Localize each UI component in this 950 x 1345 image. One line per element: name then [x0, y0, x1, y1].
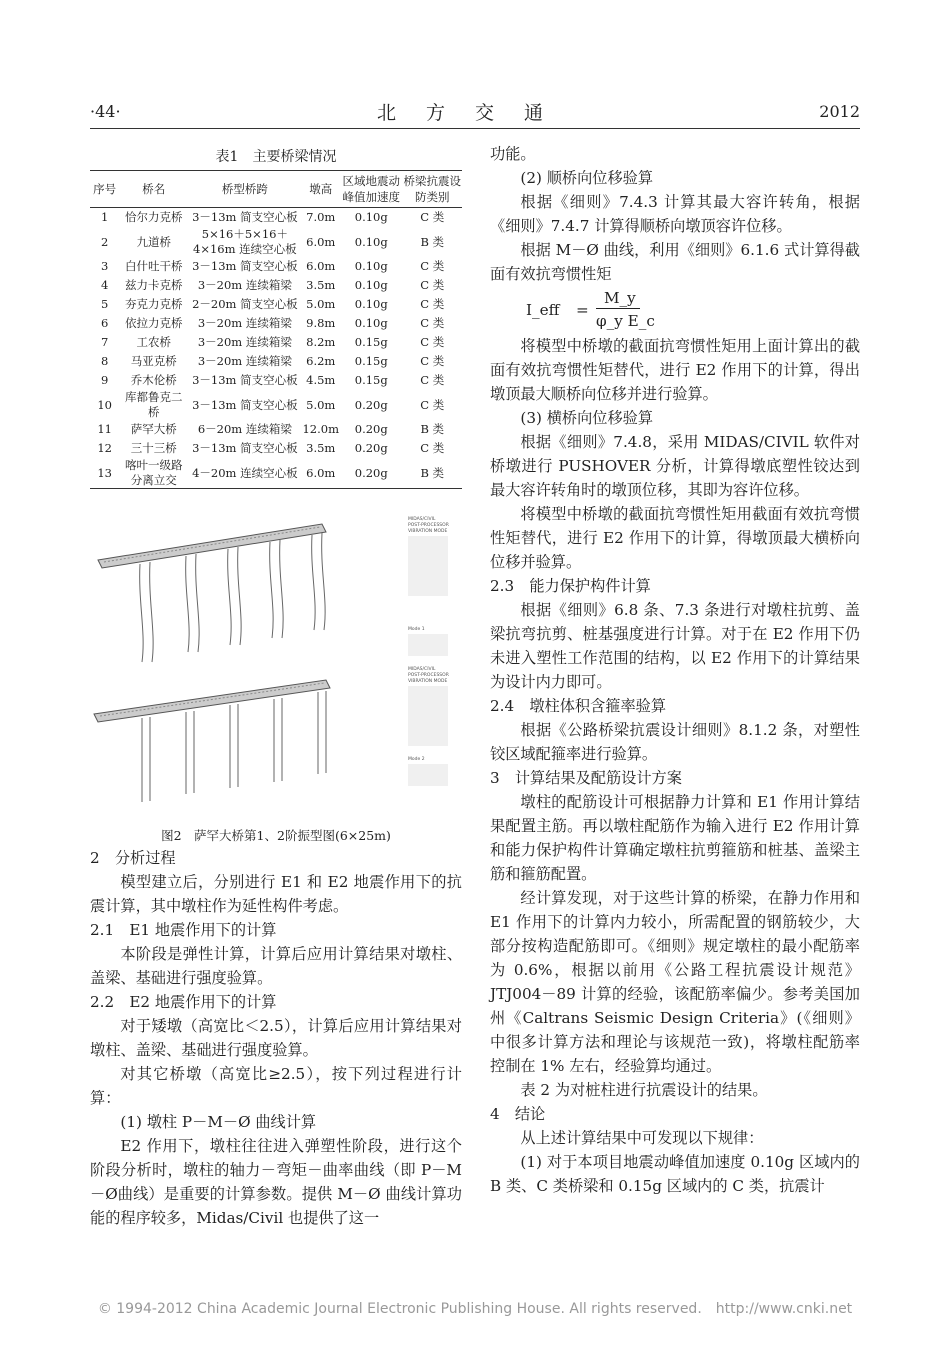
table-row — [90, 390, 462, 420]
col-header: 序号 — [90, 171, 119, 208]
table-cell: 4－20m 连续空心板 — [188, 458, 301, 489]
subsection-heading: 2.4 墩柱体积含箍率验算 — [490, 697, 667, 715]
table-cell: 0.10g — [354, 210, 388, 224]
table-row — [90, 227, 462, 257]
table-cell: 11 — [97, 422, 112, 436]
table-cell: 依拉力克桥 — [125, 316, 183, 330]
table-row — [90, 439, 462, 458]
equation-ieff — [526, 286, 860, 334]
table-cell: C 类 — [420, 316, 445, 330]
table-cell: 8 — [100, 354, 109, 368]
paragraph: 根据《细则》6.8 条、7.3 条进行对墩柱抗剪、盖梁抗弯抗剪、桩基强度进行计算。对于在 E2 作用下仍未进入塑性工作范围的结构，以 E2 作用下的计算结果为设计内力即可。 — [490, 601, 860, 691]
paragraph: 根据 M－Ø 曲线，利用《细则》6.1.6 式计算得截面有效抗弯惯性矩 — [490, 241, 860, 283]
table-cell: 3－13m 简支空心板 — [192, 441, 298, 455]
copyright-footer: © 1994-2012 China Academic Journal Electronic Publishing House. All rights reserved. http://www.cnki.net — [97, 1301, 853, 1317]
paragraph: 根据《公路桥梁抗震设计细则》8.1.2 条，对塑性铰区域配箍率进行验算。 — [490, 721, 860, 763]
table-cell: C 类 — [420, 354, 445, 368]
year: 2012 — [819, 102, 860, 121]
equation-lhs: I_eff — [526, 301, 560, 319]
table-cell: 12 — [97, 441, 112, 455]
table-cell: 5.0m — [306, 397, 336, 412]
table-cell: 5.0m — [306, 297, 336, 311]
legend-mode: Mode 1 — [408, 627, 425, 632]
legend-title: MIDAS/CIVIL — [408, 667, 436, 672]
table-row — [90, 257, 462, 276]
table-cell: 3.5m — [306, 278, 336, 292]
equation-equals: = — [576, 301, 589, 319]
subsection-heading: 2.3 能力保护构件计算 — [490, 577, 651, 595]
table-cell: 7.0m — [306, 210, 336, 224]
table-cell: 0.20g — [354, 397, 388, 412]
section-heading: 3 计算结果及配筋设计方案 — [490, 769, 682, 787]
table-cell: C 类 — [420, 278, 445, 292]
table-cell: 12.0m — [302, 422, 339, 436]
table-cell: C 类 — [420, 373, 445, 387]
paragraph: (1) 墩柱 P－M－Ø 曲线计算 — [120, 1113, 317, 1131]
table-cell: 6.0m — [306, 234, 336, 249]
table-cell: 三十三桥 — [130, 441, 177, 455]
figure2-mode-shapes — [90, 512, 462, 817]
table-cell: 0.10g — [354, 234, 388, 249]
table1 — [90, 170, 462, 489]
legend-title: VIBRATION MODE — [408, 529, 448, 534]
table-cell: 3.5m — [306, 441, 336, 455]
running-header — [90, 98, 860, 128]
table-cell: 7 — [100, 335, 109, 349]
table-cell: 0.15g — [354, 354, 388, 368]
table-cell: 9 — [100, 373, 109, 387]
col-header: 区域地震动峰值加速度 — [340, 171, 402, 208]
item-heading: (3) 横桥向位移验算 — [520, 409, 654, 427]
table-cell: 库都鲁克二桥 — [125, 390, 183, 419]
table-row — [90, 333, 462, 352]
table-cell: 4 — [100, 278, 109, 292]
table-cell: 乔木伦桥 — [130, 373, 177, 387]
table-cell: 6 — [100, 316, 109, 330]
mode2-bridge — [94, 680, 330, 802]
paragraph: 从上述计算结果中可发现以下规律： — [520, 1129, 764, 1147]
paragraph: 模型建立后，分别进行 E1 和 E2 地震作用下的抗震计算，其中墩柱作为延性构件考虑。 — [90, 873, 462, 915]
table-cell: 0.15g — [354, 373, 388, 387]
table-row — [90, 295, 462, 314]
table-row — [90, 458, 462, 489]
table-cell: C 类 — [420, 297, 445, 311]
table-cell: C 类 — [420, 441, 445, 455]
table-cell: 5 — [100, 297, 109, 311]
table-cell: 1 — [100, 210, 109, 224]
paragraph: 根据《细则》7.4.3 计算其最大容许转角，根据《细则》7.4.7 计算得顺桥向墩顶容许位移。 — [490, 193, 860, 235]
table-cell: 九道桥 — [136, 234, 172, 249]
table-cell: B 类 — [420, 422, 445, 436]
col-header: 桥梁抗震设防类别 — [402, 171, 462, 208]
table-header-row — [90, 171, 462, 208]
legend-title: POST-PROCESSOR — [408, 523, 449, 528]
col-header: 桥型桥跨 — [188, 171, 301, 208]
table-cell: 2 — [100, 234, 109, 249]
equation-numerator: M_y — [604, 289, 636, 307]
table1-caption: 表1 主要桥梁情况 — [215, 149, 337, 165]
table-cell: 4.5m — [306, 373, 336, 387]
paragraph: (1) 对于本项目地震动峰值加速度 0.10g 区域内的 B 类、C 类桥梁和 0.15g 区域内的 C 类，抗震计 — [490, 1153, 860, 1195]
table-cell: 3－20m 连续箱梁 — [197, 335, 292, 349]
paragraph: 将模型中桥墩的截面抗弯惯性矩用上面计算出的截面有效抗弯惯性矩替代，进行 E2 作用下的计算，得出墩顶最大顺桥向位移并进行验算。 — [490, 337, 860, 403]
col-header: 墩高 — [301, 171, 340, 208]
paragraph: 墩柱的配筋设计可根据静力计算和 E1 作用计算结果配置主筋。再以墩柱配筋作为输入进行 E2 作用计算和能力保护构件计算确定墩柱抗剪箍筋和桩基、盖梁主筋和箍筋配置。 — [490, 793, 860, 883]
table-cell: C 类 — [420, 210, 445, 224]
table-cell: 萨罕大桥 — [130, 422, 177, 436]
table-cell: 0.10g — [354, 259, 388, 273]
paragraph: 根据《细则》7.4.8，采用 MIDAS/CIVIL 软件对桥墩进行 PUSHOVER 分析，计算得墩底塑性铰达到最大容许转角时的墩顶位移，其即为容许位移。 — [490, 433, 860, 499]
paragraph: 将模型中桥墩的截面抗弯惯性矩用截面有效抗弯惯性矩替代，进行 E2 作用下的计算，得墩顶最大横桥向位移并验算。 — [490, 505, 860, 571]
table-cell: 6.0m — [306, 259, 336, 273]
table-row — [90, 420, 462, 439]
table-cell: 0.20g — [354, 441, 388, 455]
table-cell: 3－13m 简支空心板 — [192, 259, 298, 273]
paragraph: 对其它桥墩（高宽比≥2.5），按下列过程进行计算： — [90, 1065, 462, 1107]
table-cell: 0.10g — [354, 278, 388, 292]
item-heading: (2) 顺桥向位移验算 — [520, 169, 654, 187]
table-cell: 3－20m 连续箱梁 — [197, 316, 292, 330]
table-cell: 0.10g — [354, 297, 388, 311]
mode2-legend — [408, 666, 449, 786]
paragraph: 表 2 为对桩柱进行抗震设计的结果。 — [520, 1081, 768, 1099]
table-cell: 2－20m 简支空心板 — [192, 297, 298, 311]
legend-mode: Mode 2 — [408, 757, 425, 762]
table-cell: 8.2m — [306, 335, 336, 349]
figure2-caption: 图2 萨罕大桥第1、2阶振型图(6×25m) — [161, 828, 391, 843]
paragraph: 功能。 — [490, 145, 536, 163]
table-cell: C 类 — [420, 335, 445, 349]
journal-title: 北方交通 — [376, 102, 573, 124]
table-cell: 3－13m 简支空心板 — [192, 397, 298, 412]
table-cell: 6－20m 连续箱梁 — [197, 422, 292, 436]
table-cell: 兹力卡克桥 — [125, 278, 183, 292]
section-heading: 4 结论 — [490, 1105, 546, 1123]
table-cell: 13 — [90, 458, 119, 489]
table-cell: 3 — [100, 259, 109, 273]
legend-title: VIBRATION MODE — [408, 679, 448, 684]
table-row — [90, 371, 462, 390]
left-column — [90, 846, 462, 1230]
table-cell: 马亚克桥 — [130, 354, 177, 368]
table-row — [90, 314, 462, 333]
right-column — [490, 142, 860, 1198]
table-cell: 10 — [97, 397, 112, 412]
mode1-legend — [408, 516, 449, 656]
table-row — [90, 352, 462, 371]
table-cell: B 类 — [420, 234, 445, 249]
table-cell: 恰尔力克桥 — [125, 210, 183, 224]
table-cell: 夯克力克桥 — [125, 297, 183, 311]
table-cell: 白什吐干桥 — [125, 259, 183, 273]
table-cell: 0.20g — [354, 422, 388, 436]
table-cell: C 类 — [420, 259, 445, 273]
table-cell: 6.0m — [301, 458, 340, 489]
col-header: 桥名 — [119, 171, 188, 208]
table-cell: 3－13m 简支空心板 — [192, 373, 298, 387]
paragraph: E2 作用下，墩柱往往进入弹塑性阶段，进行这个阶段分析时，墩柱的轴力－弯矩－曲率曲线（即 P－M－Ø曲线）是重要的计算参数。提供 M－Ø 曲线计算功能的程序较多，Midas/Civil 也提供了这一 — [90, 1137, 462, 1227]
legend-title: MIDAS/CIVIL — [408, 517, 436, 522]
header-rule — [90, 128, 860, 129]
table-cell: 3－20m 连续箱梁 — [197, 354, 292, 368]
table-cell: 5×16＋5×16＋4×16m 连续空心板 — [193, 227, 297, 256]
legend-title: POST-PROCESSOR — [408, 673, 449, 678]
mode1-bridge — [98, 524, 326, 662]
paragraph: 对于矮墩（高宽比＜2.5），计算后应用计算结果对墩柱、盖梁、基础进行强度验算。 — [90, 1017, 462, 1059]
table-cell: C 类 — [420, 397, 445, 412]
table-cell: 0.10g — [354, 316, 388, 330]
table-row — [90, 208, 462, 228]
table-cell: B 类 — [402, 458, 462, 489]
table-cell: 0.15g — [354, 335, 388, 349]
table-cell: 喀叶一级路分离立交 — [119, 458, 188, 489]
page-number: ·44· — [90, 102, 121, 121]
table-cell: 6.2m — [306, 354, 336, 368]
table-cell: 工农桥 — [136, 335, 172, 349]
paragraph: 经计算发现，对于这些计算的桥梁，在静力作用和 E1 作用下的计算内力较小，所需配置的钢筋较少，大部分按构造配筋即可。《细则》规定墩柱的最小配筋率为 0.6%，根据以前用《公路工程抗震设计规范》JTJ004－89 计算的经验，该配筋率偏少。参考美国加州《Caltrans Seismic Design Criteria》(《细则》中很多计算方法和理论与该规范一致)，将墩柱配筋率控制在 1% 左右，经验算均通过。 — [490, 889, 860, 1075]
equation-denominator: φ_y E_c — [596, 312, 655, 330]
section-heading: 2 分析过程 — [90, 849, 176, 867]
paragraph: 本阶段是弹性计算，计算后应用计算结果对墩柱、盖梁、基础进行强度验算。 — [90, 945, 462, 987]
subsection-heading: 2.1 E1 地震作用下的计算 — [90, 921, 277, 939]
table-cell: 3－20m 连续箱梁 — [197, 278, 292, 292]
table-cell: 3－13m 简支空心板 — [192, 210, 298, 224]
table-cell: 9.8m — [306, 316, 336, 330]
table-cell: 0.20g — [340, 458, 402, 489]
table-row — [90, 276, 462, 295]
subsection-heading: 2.2 E2 地震作用下的计算 — [90, 993, 277, 1011]
